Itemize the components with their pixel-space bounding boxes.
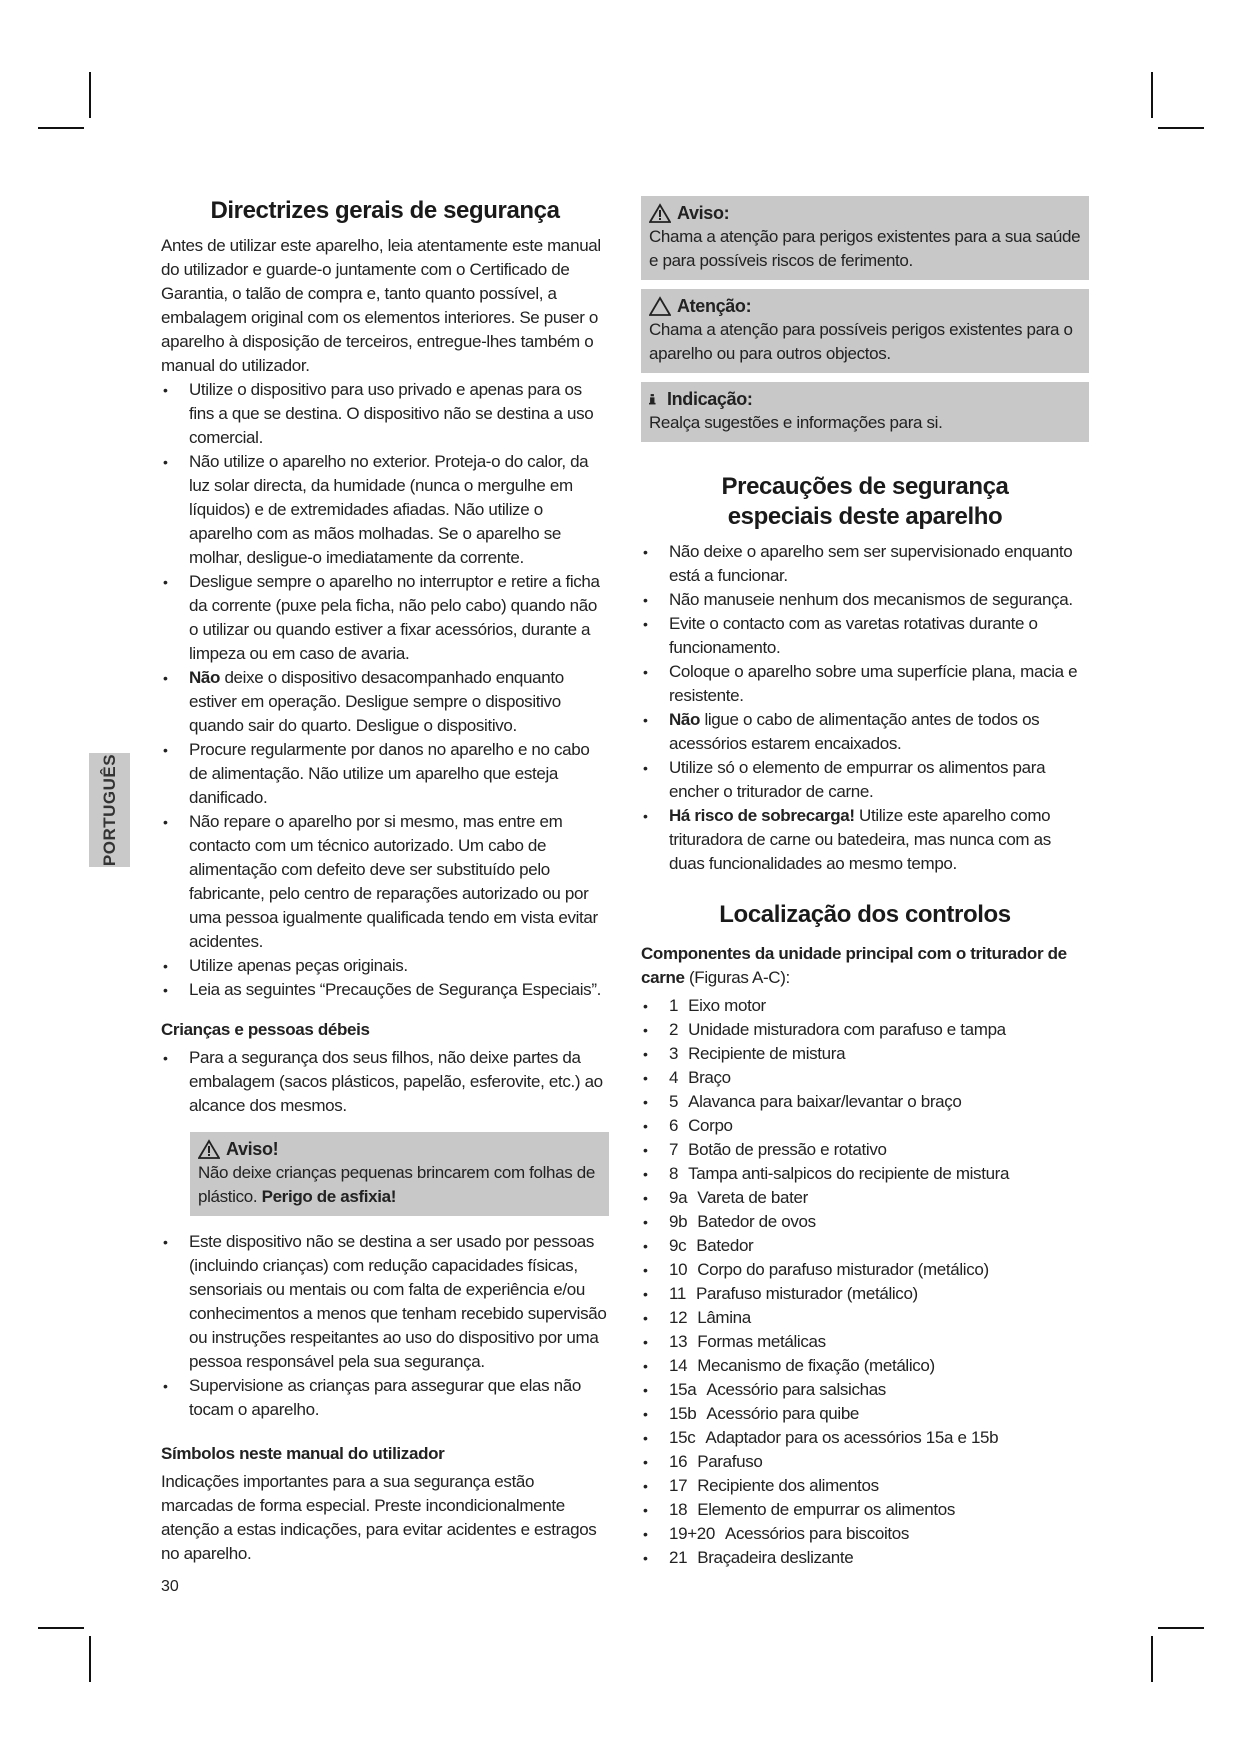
part-number: • 16 xyxy=(669,1452,688,1471)
part-item xyxy=(641,1330,1089,1354)
part-item xyxy=(641,1426,1089,1450)
children-heading: Crianças e pessoas débeis xyxy=(161,1020,370,1039)
notice-text: Chama a atenção para possíveis perigos existentes para o aparelho ou para outros objectos. xyxy=(649,320,1073,363)
warning-triangle-icon xyxy=(198,1139,220,1159)
special-safety-list xyxy=(641,540,1089,876)
warning-box xyxy=(190,1132,609,1216)
language-side-tab xyxy=(89,753,130,867)
part-number: • 1 xyxy=(669,996,679,1015)
part-number: • 4 xyxy=(669,1068,679,1087)
part-number: • 9a xyxy=(669,1188,688,1207)
crop-mark xyxy=(1158,1627,1204,1629)
part-number: • 5 xyxy=(669,1092,679,1111)
list-item: • Não manuseie nenhum dos mecanismos de segurança. xyxy=(641,588,1089,612)
part-number: • 12 xyxy=(669,1308,688,1327)
part-number: • 13 xyxy=(669,1332,688,1351)
part-label: Tampa anti-salpicos do recipiente de mistura xyxy=(688,1164,1010,1183)
part-number: • 17 xyxy=(669,1476,688,1495)
notice-box-aviso xyxy=(641,196,1089,280)
part-label: Lâmina xyxy=(697,1308,751,1327)
crop-mark xyxy=(89,72,91,118)
part-item xyxy=(641,1402,1089,1426)
part-number: • 10 xyxy=(669,1260,688,1279)
part-label: Vareta de bater xyxy=(697,1188,808,1207)
notice-box-atencao xyxy=(641,289,1089,373)
part-number: • 15b xyxy=(669,1404,697,1423)
part-number: • 7 xyxy=(669,1140,679,1159)
part-item xyxy=(641,1138,1089,1162)
notice-text: Chama a atenção para perigos existentes para a sua saúde e para possíveis riscos de ferimento. xyxy=(649,227,1081,270)
part-number: • 11 xyxy=(669,1284,686,1303)
notice-box-indicacao xyxy=(641,382,1089,442)
list-item: • Leia as seguintes “Precauções de Segurança Especiais”. xyxy=(161,978,609,1002)
list-item: • Utilize apenas peças originais. xyxy=(161,954,609,978)
part-label: Braçadeira deslizante xyxy=(697,1548,854,1567)
part-item xyxy=(641,994,1089,1018)
part-item xyxy=(641,1354,1089,1378)
part-label: Elemento de empurrar os alimentos xyxy=(697,1500,955,1519)
part-label: Botão de pressão e rotativo xyxy=(688,1140,887,1159)
part-label: Braço xyxy=(688,1068,731,1087)
part-label: Adaptador para os acessórios 15a e 15b xyxy=(705,1428,999,1447)
part-number: • 14 xyxy=(669,1356,688,1375)
part-label: Formas metálicas xyxy=(697,1332,826,1351)
part-label: Acessório para quibe xyxy=(706,1404,860,1423)
crop-mark xyxy=(1151,72,1153,118)
special-safety-title: Precauções de segurança especiais deste aparelho xyxy=(721,473,1009,530)
warning-triangle-icon xyxy=(649,203,671,223)
part-number: • 15a xyxy=(669,1380,697,1399)
part-item xyxy=(641,1474,1089,1498)
list-item: • Não utilize o aparelho no exterior. Proteja-o do calor, da luz solar directa, da humidade (nunca o mergulhe em líquidos) e de extremidades afiadas. Não utilize o aparelho com as mãos molhadas. Se o aparelho se molhar, desligue-o imediatamente da corrente. xyxy=(161,450,609,570)
part-label: Parafuso xyxy=(697,1452,763,1471)
part-item xyxy=(641,1186,1089,1210)
warning-box-title: Aviso! xyxy=(226,1139,279,1159)
part-number: • 2 xyxy=(669,1020,679,1039)
part-label: Acessório para salsichas xyxy=(706,1380,886,1399)
part-label: Recipiente de mistura xyxy=(688,1044,846,1063)
part-label: Acessórios para biscoitos xyxy=(725,1524,910,1543)
info-icon xyxy=(649,389,661,409)
list-item: • Utilize só o elemento de empurrar os alimentos para encher o triturador de carne. xyxy=(641,756,1089,804)
children-list-2 xyxy=(161,1230,609,1422)
part-label: Corpo xyxy=(688,1116,733,1135)
parts-list xyxy=(641,994,1089,1570)
part-item xyxy=(641,1522,1089,1546)
part-item xyxy=(641,1114,1089,1138)
language-label: PORTUGUÊS xyxy=(99,753,119,867)
list-item: • Evite o contacto com as varetas rotativas durante o funcionamento. xyxy=(641,612,1089,660)
warning-box-text: Não deixe crianças pequenas brincarem com folhas de plástico. Perigo de asfixia! xyxy=(198,1163,595,1206)
crop-mark xyxy=(1151,1636,1153,1682)
notice-title: Indicação: xyxy=(667,389,753,409)
list-item: • Não repare o aparelho por si mesmo, mas entre em contacto com um técnico autorizado. Um cabo de alimentação com defeito deve ser substituído pelo fabricante, pelo centro de reparações autorizado ou por uma pessoa igualmente qualificada tendo em vista evitar acidentes. xyxy=(161,810,609,954)
part-item xyxy=(641,1282,1089,1306)
part-number: • 15c xyxy=(669,1428,696,1447)
right-column xyxy=(641,196,1089,1570)
part-label: Eixo motor xyxy=(688,996,766,1015)
controls-title: Localização dos controlos xyxy=(719,901,1011,928)
list-item: • Desligue sempre o aparelho no interruptor e retire a ficha da corrente (puxe pela ficha, não pelo cabo) quando não o utilizar ou quando estiver a fixar acessórios, durante a limpeza ou em caso de avaria. xyxy=(161,570,609,666)
part-label: Alavanca para baixar/levantar o braço xyxy=(688,1092,962,1111)
crop-mark xyxy=(1158,127,1204,129)
part-label: Unidade misturadora com parafuso e tampa xyxy=(688,1020,1006,1039)
part-label: Corpo do parafuso misturador (metálico) xyxy=(697,1260,989,1279)
notice-title: Aviso: xyxy=(677,203,730,223)
symbols-paragraph: Indicações importantes para a sua segurança estão marcadas de forma especial. Preste incondicionalmente atenção a estas indicações, para evitar acidentes e estragos no aparelho. xyxy=(161,1472,597,1563)
part-item xyxy=(641,1090,1089,1114)
part-number: • 8 xyxy=(669,1164,679,1183)
caution-triangle-icon xyxy=(649,296,671,316)
part-label: Recipiente dos alimentos xyxy=(697,1476,879,1495)
part-number: • 19+20 xyxy=(669,1524,715,1543)
part-number: • 3 xyxy=(669,1044,679,1063)
part-item xyxy=(641,1450,1089,1474)
list-item: • Não deixe o dispositivo desacompanhado enquanto estiver em operação. Desligue sempre o dispositivo quando sair do quarto. Desligue o dispositivo. xyxy=(161,666,609,738)
part-number: • 6 xyxy=(669,1116,679,1135)
crop-mark xyxy=(38,127,84,129)
part-item xyxy=(641,1234,1089,1258)
part-label: Mecanismo de fixação (metálico) xyxy=(697,1356,935,1375)
list-item: • Utilize o dispositivo para uso privado e apenas para os fins a que se destina. O dispositivo não se destina a uso comercial. xyxy=(161,378,609,450)
part-item xyxy=(641,1498,1089,1522)
part-label: Parafuso misturador (metálico) xyxy=(695,1284,918,1303)
part-item xyxy=(641,1066,1089,1090)
general-safety-title: Directrizes gerais de segurança xyxy=(210,197,560,224)
part-label: Batedor de ovos xyxy=(697,1212,816,1231)
children-list xyxy=(161,1046,609,1118)
part-number: • 18 xyxy=(669,1500,688,1519)
crop-mark xyxy=(38,1627,84,1629)
part-item xyxy=(641,1210,1089,1234)
notice-title: Atenção: xyxy=(677,296,752,316)
list-item: • Coloque o aparelho sobre uma superfície plana, macia e resistente. xyxy=(641,660,1089,708)
list-item: • Não deixe o aparelho sem ser supervisionado enquanto está a funcionar. xyxy=(641,540,1089,588)
part-item xyxy=(641,1306,1089,1330)
notice-text: Realça sugestões e informações para si. xyxy=(649,413,943,432)
symbols-heading: Símbolos neste manual do utilizador xyxy=(161,1444,445,1463)
part-item xyxy=(641,1018,1089,1042)
part-item xyxy=(641,1258,1089,1282)
part-item xyxy=(641,1378,1089,1402)
components-heading: Componentes da unidade principal com o triturador de carne (Figuras A-C): xyxy=(641,944,1067,987)
list-item: • Supervisione as crianças para assegurar que elas não tocam o aparelho. xyxy=(161,1374,609,1422)
part-label: Batedor xyxy=(696,1236,754,1255)
left-column xyxy=(161,196,609,1566)
part-item xyxy=(641,1042,1089,1066)
part-number: • 9c xyxy=(669,1236,687,1255)
page-number: 30 xyxy=(161,1578,179,1595)
part-item xyxy=(641,1162,1089,1186)
list-item: • Procure regularmente por danos no aparelho e no cabo de alimentação. Não utilize um aparelho que esteja danificado. xyxy=(161,738,609,810)
list-item: • Este dispositivo não se destina a ser usado por pessoas (incluindo crianças) com redução capacidades físicas, sensoriais ou mentais ou com falta de experiência e/ou conhecimentos a menos que tenham recebido supervisão ou instruções respeitantes ao uso do dispositivo por uma pessoa responsável pela sua segurança. xyxy=(161,1230,609,1374)
part-number: • 9b xyxy=(669,1212,688,1231)
part-number: • 21 xyxy=(669,1548,688,1567)
list-item: • Para a segurança dos seus filhos, não deixe partes da embalagem (sacos plásticos, papelão, esferovite, etc.) ao alcance dos mesmos. xyxy=(161,1046,609,1118)
crop-mark xyxy=(89,1636,91,1682)
list-item: • Há risco de sobrecarga! Utilize este aparelho como trituradora de carne ou batedeira, mas nunca com as duas funcionalidades ao mesmo tempo. xyxy=(641,804,1089,876)
list-item: • Não ligue o cabo de alimentação antes de todos os acessórios estarem encaixados. xyxy=(641,708,1089,756)
part-item xyxy=(641,1546,1089,1570)
intro-paragraph: Antes de utilizar este aparelho, leia atentamente este manual do utilizador e guarde-o juntamente com o Certificado de Garantia, o talão de compra e, tanto quanto possível, a embalagem original com os elementos interiores. Se puser o aparelho à disposição de terceiros, entregue-lhes também o manual do utilizador. xyxy=(161,236,601,375)
general-safety-list xyxy=(161,378,609,1002)
